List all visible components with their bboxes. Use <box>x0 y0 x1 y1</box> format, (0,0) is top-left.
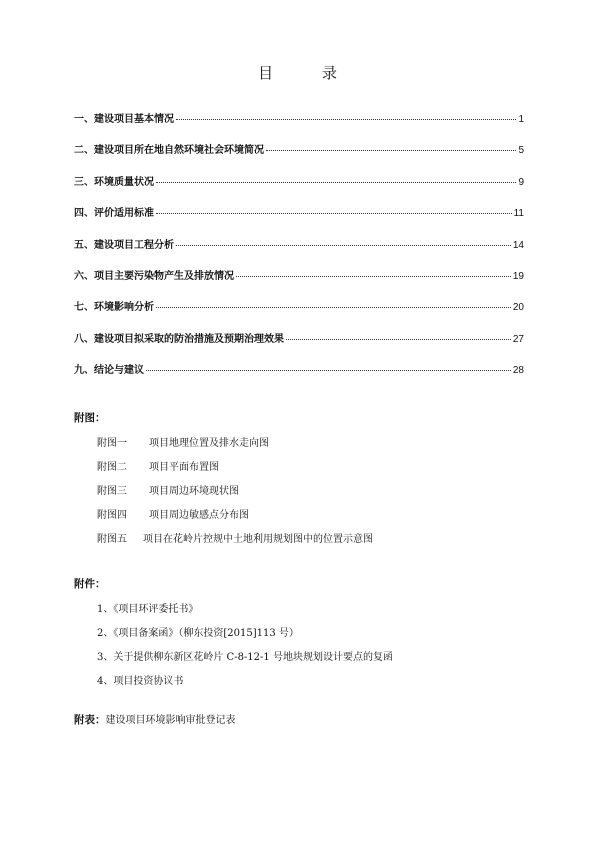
figure-list-item <box>97 482 239 497</box>
toc-entry[interactable] <box>74 110 524 141</box>
toc-entry-page: 27 <box>512 333 524 345</box>
figure-number: 附图三 <box>97 486 127 497</box>
toc-entry-page: 1 <box>518 114 524 125</box>
figure-list-item <box>97 458 219 473</box>
toc-leader-dots <box>236 276 511 277</box>
toc-entry[interactable] <box>74 298 524 329</box>
figure-number: 附图五 <box>97 534 127 545</box>
figures-heading: 附图： <box>74 412 106 424</box>
toc-entry-label: 五、建设项目工程分析 <box>74 239 174 251</box>
toc-leader-dots <box>176 245 511 246</box>
table-of-contents <box>74 110 524 393</box>
toc-entry[interactable] <box>74 141 524 172</box>
figure-title: 项目在花岭片控规中土地利用规划图中的位置示意图 <box>143 534 373 545</box>
toc-leader-dots <box>146 370 511 371</box>
figure-title: 项目周边环境现状图 <box>149 486 239 497</box>
figure-list-item <box>97 434 269 449</box>
toc-leader-dots <box>266 150 516 151</box>
toc-entry-label: 八、建设项目拟采取的防治措施及预期治理效果 <box>74 333 284 345</box>
attachment-list-item: 2、《项目备案函》（柳东投资[2015]113 号） <box>97 628 299 639</box>
toc-entry[interactable] <box>74 236 524 267</box>
toc-entry-page: 9 <box>518 176 524 188</box>
figure-title: 项目周边敏感点分布图 <box>149 510 249 521</box>
toc-entry[interactable] <box>74 361 524 392</box>
toc-entry-label: 七、环境影响分析 <box>74 302 154 314</box>
toc-entry-page: 19 <box>512 270 524 282</box>
toc-entry-label: 一、建设项目基本情况 <box>74 114 174 125</box>
toc-entry[interactable] <box>74 330 524 361</box>
toc-entry-page: 11 <box>513 208 524 220</box>
figure-title: 项目平面布置图 <box>149 462 219 473</box>
toc-entry-page: 14 <box>512 239 524 251</box>
toc-leader-dots <box>156 213 512 214</box>
appendix-line <box>74 711 236 727</box>
figure-list-item <box>97 530 373 545</box>
toc-leader-dots <box>156 182 516 183</box>
toc-entry[interactable] <box>74 173 524 204</box>
toc-entry-label: 二、建设项目所在地自然环境社会环境简况 <box>74 145 264 157</box>
page-title: 目 录 <box>258 64 359 82</box>
toc-entry-label: 九、结论与建议 <box>74 365 144 377</box>
toc-entry-label: 四、评价适用标准 <box>74 208 154 220</box>
toc-entry-label: 六、项目主要污染物产生及排放情况 <box>74 270 234 282</box>
figure-list-item <box>97 506 249 521</box>
figure-number: 附图四 <box>97 510 127 521</box>
figure-number: 附图二 <box>97 462 127 473</box>
appendix-text: 建设项目环境影响审批登记表 <box>105 715 236 726</box>
attachment-list-item: 3、关于提供柳东新区花岭片 C-8-12-1 号地块规划设计要点的复函 <box>97 652 393 663</box>
figure-number: 附图一 <box>97 438 127 449</box>
toc-entry-page: 5 <box>518 145 524 157</box>
toc-leader-dots <box>286 339 511 340</box>
attachment-list-item: 4、项目投资协议书 <box>97 676 184 687</box>
toc-entry-label: 三、环境质量状况 <box>74 176 154 188</box>
attachment-list-item: 1、《项目环评委托书》 <box>97 604 199 615</box>
toc-entry-page: 28 <box>512 365 524 377</box>
toc-leader-dots <box>156 307 511 308</box>
toc-entry[interactable] <box>74 204 524 235</box>
figure-title: 项目地理位置及排水走向图 <box>149 438 269 449</box>
toc-entry[interactable] <box>74 267 524 298</box>
appendix-heading: 附表： <box>74 714 106 726</box>
attachments-heading: 附件： <box>74 578 106 590</box>
toc-leader-dots <box>176 119 516 120</box>
toc-entry-page: 20 <box>512 302 524 314</box>
